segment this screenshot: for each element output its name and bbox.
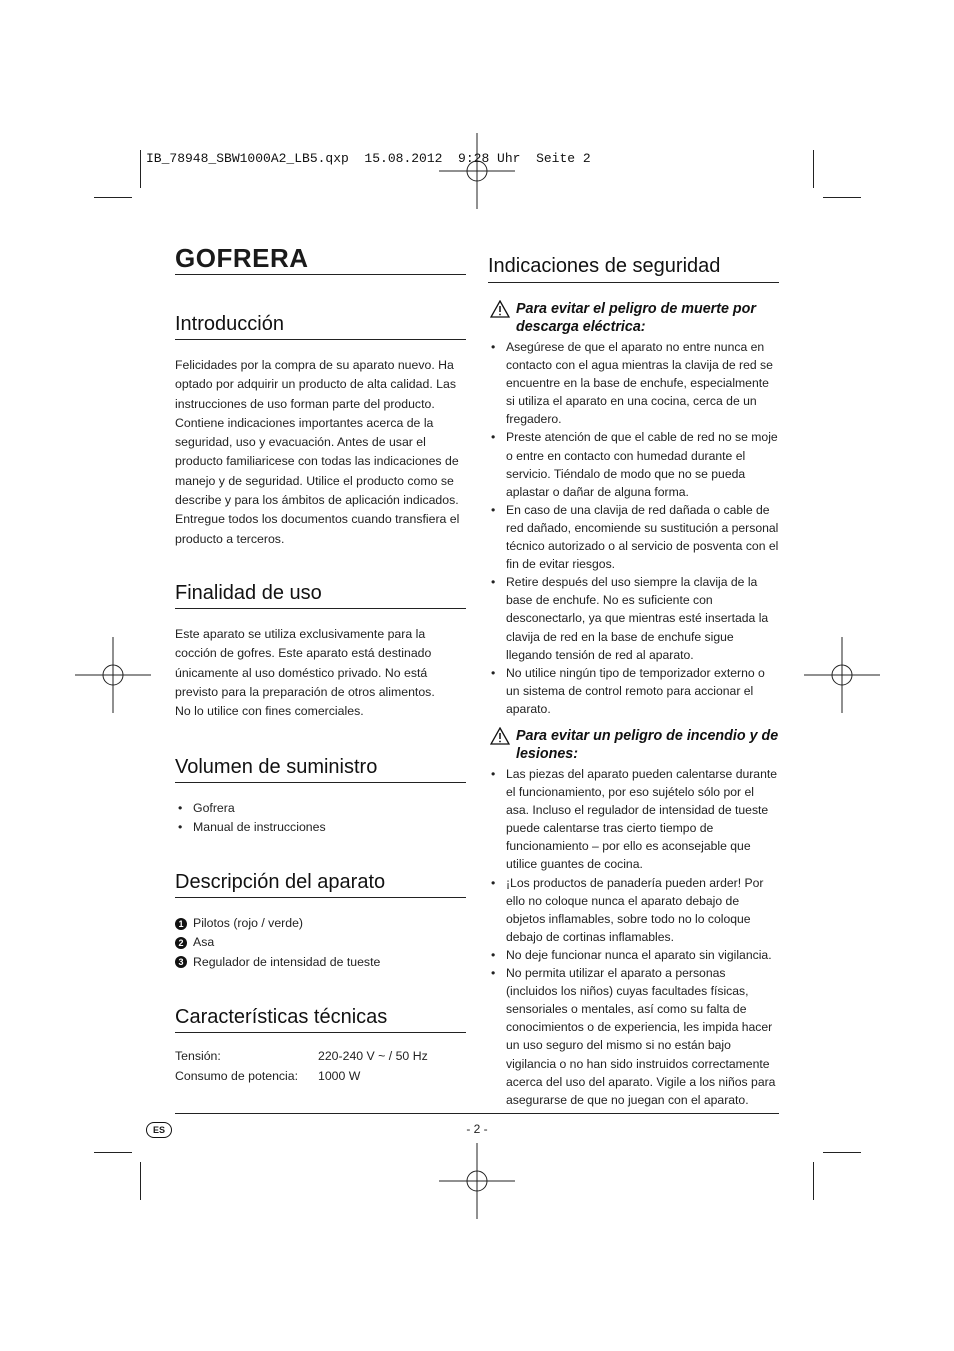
warning-text: Para evitar un peligro de incendio y de lesiones: [516, 728, 779, 762]
warning-triangle-icon [490, 300, 510, 318]
number-badge-icon: 2 [175, 937, 187, 949]
crop-mark [140, 150, 141, 188]
spec-value: 220-240 V ~ / 50 Hz [318, 1049, 428, 1063]
purpose-paragraph: Este aparato se utiliza exclusivamente para la cocción de gofres. Este aparato está destinado únicamente al uso doméstico privado. No está previsto para la preparación de otros alimentos. [175, 627, 435, 699]
safety-list-fire [488, 765, 780, 1109]
crop-mark [94, 197, 132, 198]
list-item: • Las piezas del aparato pueden calentarse durante el funcionamiento, por eso sujételo sólo por el asa. Incluso el regulador de intensidad de tueste puede calentarse tras cierto tiempo de funcionamiento – por ello es aconsejable que utilice guantes de cocina. [488, 765, 780, 874]
page-title: GOFRERA [175, 243, 309, 273]
description-list [175, 914, 468, 972]
registration-mark-icon [439, 133, 515, 209]
section-rule [175, 1032, 466, 1033]
list-item [175, 953, 468, 972]
intro-text [175, 356, 468, 549]
page-number: - 2 - [466, 1122, 488, 1136]
list-item: • No permita utilizar el aparato a personas (incluidos los niños) cuyas facultades físicas, sensoriales o mentales, así como su falta de conocimientos o de experiencia, les impida hacer un uso seguro del mismo si no están bajo vigilancia o no han sido instruidos correctamente acerca del uso del aparato. Vigile a los niños para asegurarse de que no juegan con el aparato. [488, 964, 780, 1109]
spec-label: Consumo de potencia: [175, 1069, 299, 1083]
spec-label: Tensión: [175, 1049, 221, 1063]
crop-mark [813, 150, 814, 188]
crop-mark [823, 197, 861, 198]
crop-mark [140, 1162, 141, 1200]
crop-mark [813, 1162, 814, 1200]
intro-paragraph: Felicidades por la compra de su aparato nuevo. Ha optado por adquirir un producto de alta calidad. Las instrucciones de uso forman parte del producto. Contiene indicaciones importantes acerca de la seguridad, uso y evacuación. Antes de usar el producto familiaricese con todas las indicaciones de manejo y de seguridad. Utilice el producto como se describe y para los ámbitos de aplicación indicados. Entregue todos los documentos cuando transfiera el producto a terceros. [175, 358, 460, 546]
section-rule [175, 782, 466, 783]
table-row [175, 1069, 428, 1089]
section-rule [175, 608, 466, 609]
list-item [175, 914, 468, 933]
crop-mark [94, 1152, 132, 1153]
title-rule [175, 274, 466, 275]
warning-fire [490, 727, 780, 763]
crop-mark [823, 1152, 861, 1153]
section-rule [175, 897, 466, 898]
list-item: • No deje funcionar nunca el aparato sin vigilancia. [488, 946, 780, 964]
supply-list [175, 799, 468, 838]
list-item: • No utilice ningún tipo de temporizador externo o un sistema de control remoto para accionar el aparato. [488, 664, 780, 718]
spec-value: 1000 W [318, 1069, 361, 1083]
intro-heading: Introducción [175, 313, 284, 335]
purpose-paragraph-2: No lo utilice con fines comerciales. [175, 704, 364, 719]
purpose-text [175, 625, 468, 721]
warning-triangle-icon [490, 727, 510, 745]
footer-rule [175, 1113, 779, 1114]
number-badge-icon: 1 [175, 918, 187, 930]
list-item: • En caso de una clavija de red dañada o cable de red dañado, encomiende su sustitución a personal técnico autorizado o al servicio de posventa con el fin de evitar riesgos. [488, 501, 780, 573]
section-rule [488, 282, 779, 283]
print-slug: IB_78948_SBW1000A2_LB5.qxp 15.08.2012 9:28 Uhr Seite 2 [146, 151, 591, 166]
supply-heading: Volumen de suministro [175, 756, 378, 778]
list-item: • Gofrera [175, 799, 468, 818]
list-item: • Preste atención de que el cable de red no se moje o entre en contacto con humedad durante el servicio. Tiéndalo de modo que no se pueda aplastar o dañar de alguna forma. [488, 428, 780, 500]
part-label: Asa [193, 935, 215, 950]
registration-mark-icon [75, 637, 151, 713]
warning-text: Para evitar el peligro de muerte por descarga eléctrica: [516, 301, 756, 335]
description-heading: Descripción del aparato [175, 871, 386, 893]
part-label: Regulador de intensidad de tueste [193, 954, 381, 969]
registration-mark-icon [439, 1143, 515, 1219]
part-label: Pilotos (rojo / verde) [193, 916, 304, 930]
table-row [175, 1049, 428, 1069]
safety-heading: Indicaciones de seguridad [488, 255, 721, 277]
specs-heading: Características técnicas [175, 1006, 388, 1028]
list-item [175, 933, 468, 952]
purpose-heading: Finalidad de uso [175, 582, 322, 604]
list-item: • ¡Los productos de panadería pueden arder! Por ello no coloque nunca el aparato debajo de objetos inflamables, sobre todo no lo coloque debajo de cortinas inflamables. [488, 874, 780, 946]
list-item: • Asegúrese de que el aparato no entre nunca en contacto con el agua mientras la clavija de red se encuentre en la base de enchufe, especialmente si utiliza el aparato en una cocina, cerca de un fregadero. [488, 338, 780, 428]
section-rule [175, 339, 466, 340]
list-item: • Manual de instrucciones [175, 818, 468, 837]
registration-mark-icon [804, 637, 880, 713]
specs-table [175, 1049, 428, 1089]
safety-list-electric [488, 338, 780, 718]
list-item: • Retire después del uso siempre la clavija de la base de enchufe. No es suficiente con desconectarlo, ya que mientras esté insertada la clavija de red en la base de enchufe sigue llegando tensión de red al aparato. [488, 573, 780, 663]
language-badge: ES [146, 1122, 172, 1138]
number-badge-icon: 3 [175, 956, 187, 968]
warning-electric [490, 300, 775, 336]
